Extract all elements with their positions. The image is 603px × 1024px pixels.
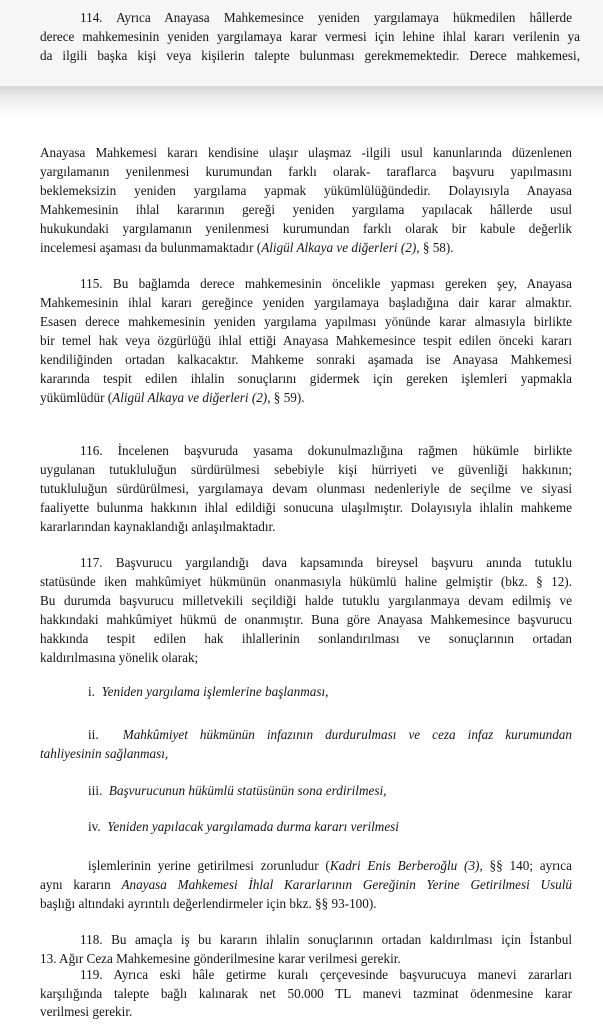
paragraph-115-line: kararında tespit edilen ihlalin sonuçlarını gidermek için gereken işlemleri yapmakla	[40, 371, 572, 386]
paragraph-114-cont-last-line	[40, 239, 572, 257]
text-span: incelemesi aşaması da bulunmamaktadır (	[40, 240, 262, 255]
list-item-ii-cont: tahliyesinin sağlanması,	[40, 746, 169, 761]
paragraph-117-line: hakkındaki mahkûmiyet hükmü de onanmıştır. Buna göre Anayasa Mahkemesince başvurucu	[40, 612, 572, 627]
case-reference: Kadri Enis Berberoğlu (3)	[329, 858, 480, 873]
paragraph-114-line: derece mahkemesinin yeniden yargılamaya karar vermesi için lehine ihlal kararı verilenin ya	[40, 29, 580, 44]
paragraph-115-line: bir temel hak veya özgürlüğü ihlal ettiği Anayasa Mahkemesince tespit edilen önceki kararı	[40, 333, 572, 348]
list-text: Yeniden yapılacak yargılamada durma kararı verilmesi	[107, 819, 399, 834]
list-text: Mahkûmiyet hükmünün infazının durdurulması ve ceza infaz kurumundan	[122, 727, 572, 742]
paragraph-114-cont-line: beklemeksizin yeniden yargılama yapmak yükümlülüğündedir. Dolayısıyla Anayasa	[40, 183, 572, 198]
paragraph-117-tail-line	[40, 876, 572, 894]
paragraph-117-line: Bu durumda başvurucu milletvekili seçildiği halde tutuklu yargılanmaya devam edilmiş ve	[40, 593, 572, 608]
text-span: aynı kararın	[40, 877, 122, 892]
paragraph-119-line: karşılığında talepte bağlı kalınarak net 50.000 TL manevi tazminat ödenmesine karar	[40, 986, 572, 1001]
text-span: , §§ 140; ayrıca	[479, 858, 572, 873]
paragraph-114-cont-line: yargılamanın yenilenmesi kurumundan farklı olarak- taraflarca başvuru yapılmasını	[40, 164, 572, 179]
text-span: , § 59).	[267, 390, 305, 405]
paragraph-115-line: Esasen derece mahkemesinin yeniden yargılama yapılması yönünde karar almasıyla birlikte	[40, 314, 572, 329]
paragraph-119-line: 119. Ayrıca eski hâle getirme kuralı çerçevesinde başvurucuya manevi zararları	[80, 967, 572, 982]
paragraph-118-line: 13. Ağır Ceza Mahkemesine gönderilmesine karar verilmesi gerekir.	[40, 951, 401, 966]
text-span: yükümlüdür (	[40, 390, 113, 405]
paragraph-117-line: 117. Başvurucu yargılandığı dava kapsamında bireysel başvuru anında tutuklu	[80, 555, 572, 570]
paragraph-114-cont-line: hukukundaki yargılamanın yenilenmesi kurumundan farklı olarak bir kabule değerlik	[40, 221, 572, 236]
section-reference: Anayasa Mahkemesi İhlal Kararlarının Gereğinin Yerine Getirilmesi Usulü	[121, 877, 572, 892]
paragraph-119-line: verilmesi gerekir.	[40, 1004, 133, 1019]
list-item-ii	[88, 726, 572, 744]
paragraph-117-tail-line	[88, 857, 572, 875]
text-span: , § 58).	[416, 240, 454, 255]
paragraph-117-tail-line: başlığı altındaki ayrıntılı değerlendirmeler için bkz. §§ 93-100).	[40, 896, 377, 911]
list-number: i.	[88, 684, 95, 699]
list-text: Başvurucunun hükümlü statüsünün sona erdirilmesi,	[108, 783, 387, 798]
paragraph-116-line: uygulanan tutukluluğun sürdürülmesi sebebiyle kişi hürriyeti ve güvenliği hakkının;	[40, 462, 572, 477]
case-reference: Aligül Alkaya ve diğerleri (2)	[261, 240, 417, 255]
paragraph-115-last-line	[40, 389, 572, 407]
list-text: Yeniden yargılama işlemlerine başlanması,	[101, 684, 329, 699]
paragraph-118-line: 118. Bu amaçla iş bu kararın ihlalin sonuçlarının ortadan kaldırılması için İstanbul	[80, 932, 572, 947]
list-item-iii	[88, 782, 572, 800]
list-number: iv.	[88, 819, 101, 834]
page-gap	[0, 86, 603, 118]
list-item-iv	[88, 818, 572, 836]
paragraph-117-line: statüsünde iken mahkûmiyet hükmünün onanmasıyla hükümlü haline gelmiştir (bkz. § 12).	[40, 574, 572, 589]
paragraph-114-cont-line: Anayasa Mahkemesi kararı kendisine ulaşır ulaşmaz -ilgili usul kanunlarında düzenlenen	[40, 145, 572, 160]
text-span: işlemlerinin yerine getirilmesi zorunludur (	[88, 858, 330, 873]
paragraph-115-line: kendiliğinden ortadan kalkacaktır. Mahkeme sonraki aşamada ise Anayasa Mahkemesi	[40, 352, 572, 367]
paragraph-116-line: faaliyette bulunma hakkının ihlal edildiği sonucuna ulaşılmıştır. Dolayısıyla ihlalin mahkeme	[40, 500, 572, 515]
paragraph-116-line: 116. İncelenen başvuruda yasama dokunulmazlığına rağmen hükümle birlikte	[80, 443, 572, 458]
list-number: ii.	[88, 727, 99, 742]
paragraph-116-line: kararlarından kaynaklandığı anlaşılmaktadır.	[40, 519, 276, 534]
paragraph-114-line: da ilgili başka kişi veya kişilerin talepte bulunması gerekmemektedir. Derece mahkemesi,	[40, 48, 580, 63]
paragraph-115-line: 115. Bu bağlamda derece mahkemesinin öncelikle yapması gereken şey, Anayasa	[80, 276, 572, 291]
paragraph-114-cont-line: Mahkemesinin ihlal kararının gereği yeniden yargılama yapılacak hâllerde usul	[40, 202, 572, 217]
case-reference: Aligül Alkaya ve diğerleri (2)	[112, 390, 268, 405]
paragraph-114-line: 114. Ayrıca Anayasa Mahkemesince yeniden yargılamaya hükmedilen hâllerde	[80, 10, 572, 25]
paragraph-117-line: kaldırılmasına yönelik olarak;	[40, 650, 199, 665]
paragraph-116-line: tutukluluğun sürdürülmesi, yargılamaya devam olunması nedenleriyle de seçilme ve siyasi	[40, 481, 572, 496]
paragraph-117-line: hakkında tespit edilen hak ihlallerinin sonlandırılması ve sonuçlarının ortadan	[40, 631, 572, 646]
list-item-i	[88, 683, 572, 701]
paragraph-115-line: Mahkemesinin ihlal kararı gereğince yeniden yargılamaya başladığına dair karar almaktır.	[40, 295, 572, 310]
list-number: iii.	[88, 783, 103, 798]
